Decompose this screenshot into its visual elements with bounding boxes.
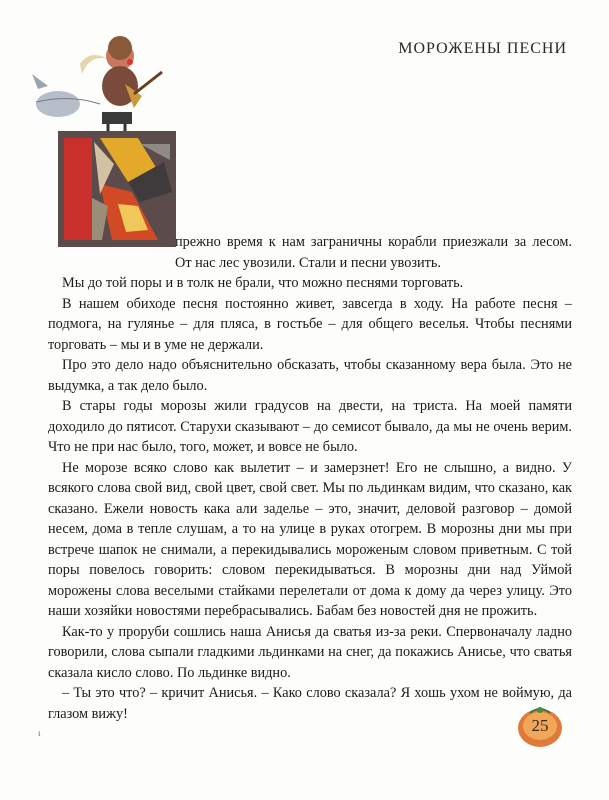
paragraph: В стары годы морозы жили градусов на двести, на триста. На моей памяти доходило до пятисот. Старухи сказывают – до семисот бывало, да мы не очень верим. Что не при нас было, того, может, и вовсе не было. <box>48 398 572 455</box>
paragraph: Мы до той поры и в толк не брали, что можно песнями торговать. <box>62 275 464 291</box>
paragraph: Про это дело надо объяснительно обсказать, чтобы сказанному вера была. Это не выдумка, а так дело было. <box>48 357 572 394</box>
paragraph: – Ты это что? – кричит Анисья. – Како слово сказала? Я хошь ухом не воймую, да глазом вижу! <box>48 685 572 722</box>
mermaid-musician-figure <box>32 36 162 132</box>
paragraph: В нашем обиходе песня постоянно живет, завсегда в ходу. На работе песня – подмога, на гулянье – для пляса, в гостьбе – для общего веселья. Чтобы песнями торговать – мы и в уме не держали. <box>48 295 572 353</box>
running-header: МОРОЖЕНЫ ПЕСНИ <box>398 40 567 57</box>
page-number-badge <box>516 705 564 749</box>
drop-cap-illustration <box>30 34 180 249</box>
page-number: 25 <box>531 716 549 735</box>
paragraph: Не морозе всяко слово как вылетит – и замерзнет! Его не слышно, а видно. У всякого слова свой вид, свой цвет, свой свет. Мы по льдинкам видим, что сказано, как сказано. Ежели новость кака али заделье – это, значит, деловой разговор – домой несем, дома в тепле слушам, а то на улице в руках отогрем. В морозны дни мы при встрече шапок не снимали, а перекидывались мороженым словом приветным. С той поры повелось говорить: словом перекидываться. В морозны дни над Уймой морожены слова веселыми стайками перелетали от дома к дому да через улицу. Это наши хозяйки новостями перебрасывались. Бабам без новостей дня не прожить. <box>48 459 572 619</box>
body-text <box>48 232 572 724</box>
paragraph: Как-то у проруби сошлись наша Анисья да сватья из-за реки. Спервоначалу ладно говорили, слова сыпали гладкими льдинками на снег, да покажись Анисье, что сватья сказала кисло слово. По льдинке видно. <box>48 623 572 681</box>
paragraph: прежно время к нам заграничны корабли приезжали за лесом. От нас лес увозили. Стали и песни увозить. <box>175 234 572 271</box>
drop-cap-letter-k <box>58 131 176 247</box>
margin-mark: ι <box>38 728 41 738</box>
